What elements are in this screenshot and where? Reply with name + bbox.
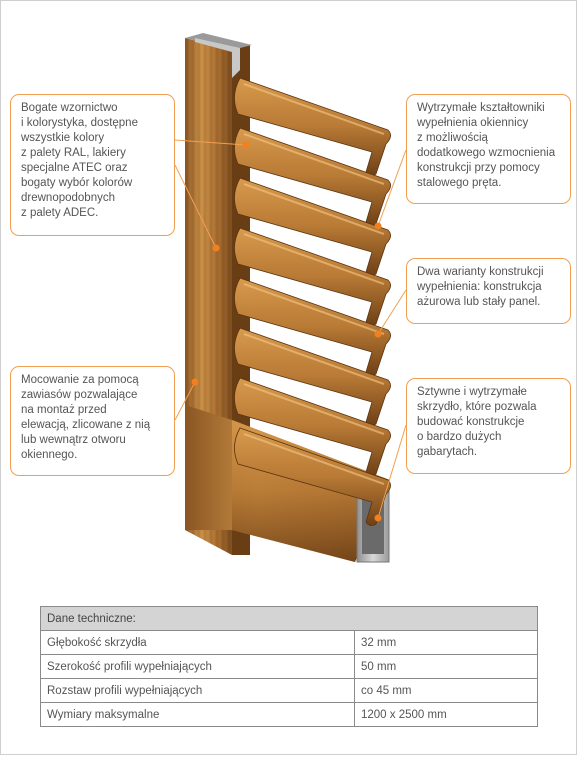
spec-value: 32 mm (355, 631, 538, 655)
callout-profiles: Wytrzymałe kształtowniki wypełnienia okiennicy z możliwością dodatkowego wzmocnienia konstrukcji przy pomocy stalowego pręta. (406, 94, 571, 204)
slats (234, 78, 390, 526)
spec-label: Wymiary maksymalne (41, 703, 355, 727)
spec-value: 1200 x 2500 mm (355, 703, 538, 727)
callout-mounting: Mocowanie za pomocą zawiasów pozwalające na montaż przed elewacją, zlicowane z nią lub wewnątrz otworu okiennego. (10, 366, 175, 476)
callout-finishes: Bogate wzornictwo i kolorystyka, dostępne wszystkie kolory z palety RAL, lakiery specjalne ATEC oraz bogaty wybór kolorów drewnopodobnych z palety ADEC. (10, 94, 175, 236)
table-row (41, 631, 538, 655)
spec-label: Szerokość profili wypełniających (41, 655, 355, 679)
spec-label: Głębokość skrzydła (41, 631, 355, 655)
spec-table-header-row (41, 607, 538, 631)
spec-table (40, 606, 538, 727)
spec-value: co 45 mm (355, 679, 538, 703)
table-row (41, 703, 538, 727)
callout-variants: Dwa warianty konstrukcji wypełnienia: konstrukcja ażurowa lub stały panel. (406, 258, 571, 324)
spec-table-header: Dane techniczne: (41, 607, 538, 631)
table-row (41, 679, 538, 703)
table-row (41, 655, 538, 679)
callout-sash: Sztywne i wytrzymałe skrzydło, które pozwala budować konstrukcje o bardzo dużych gabarytach. (406, 378, 571, 474)
spec-value: 50 mm (355, 655, 538, 679)
spec-label: Rozstaw profili wypełniających (41, 679, 355, 703)
